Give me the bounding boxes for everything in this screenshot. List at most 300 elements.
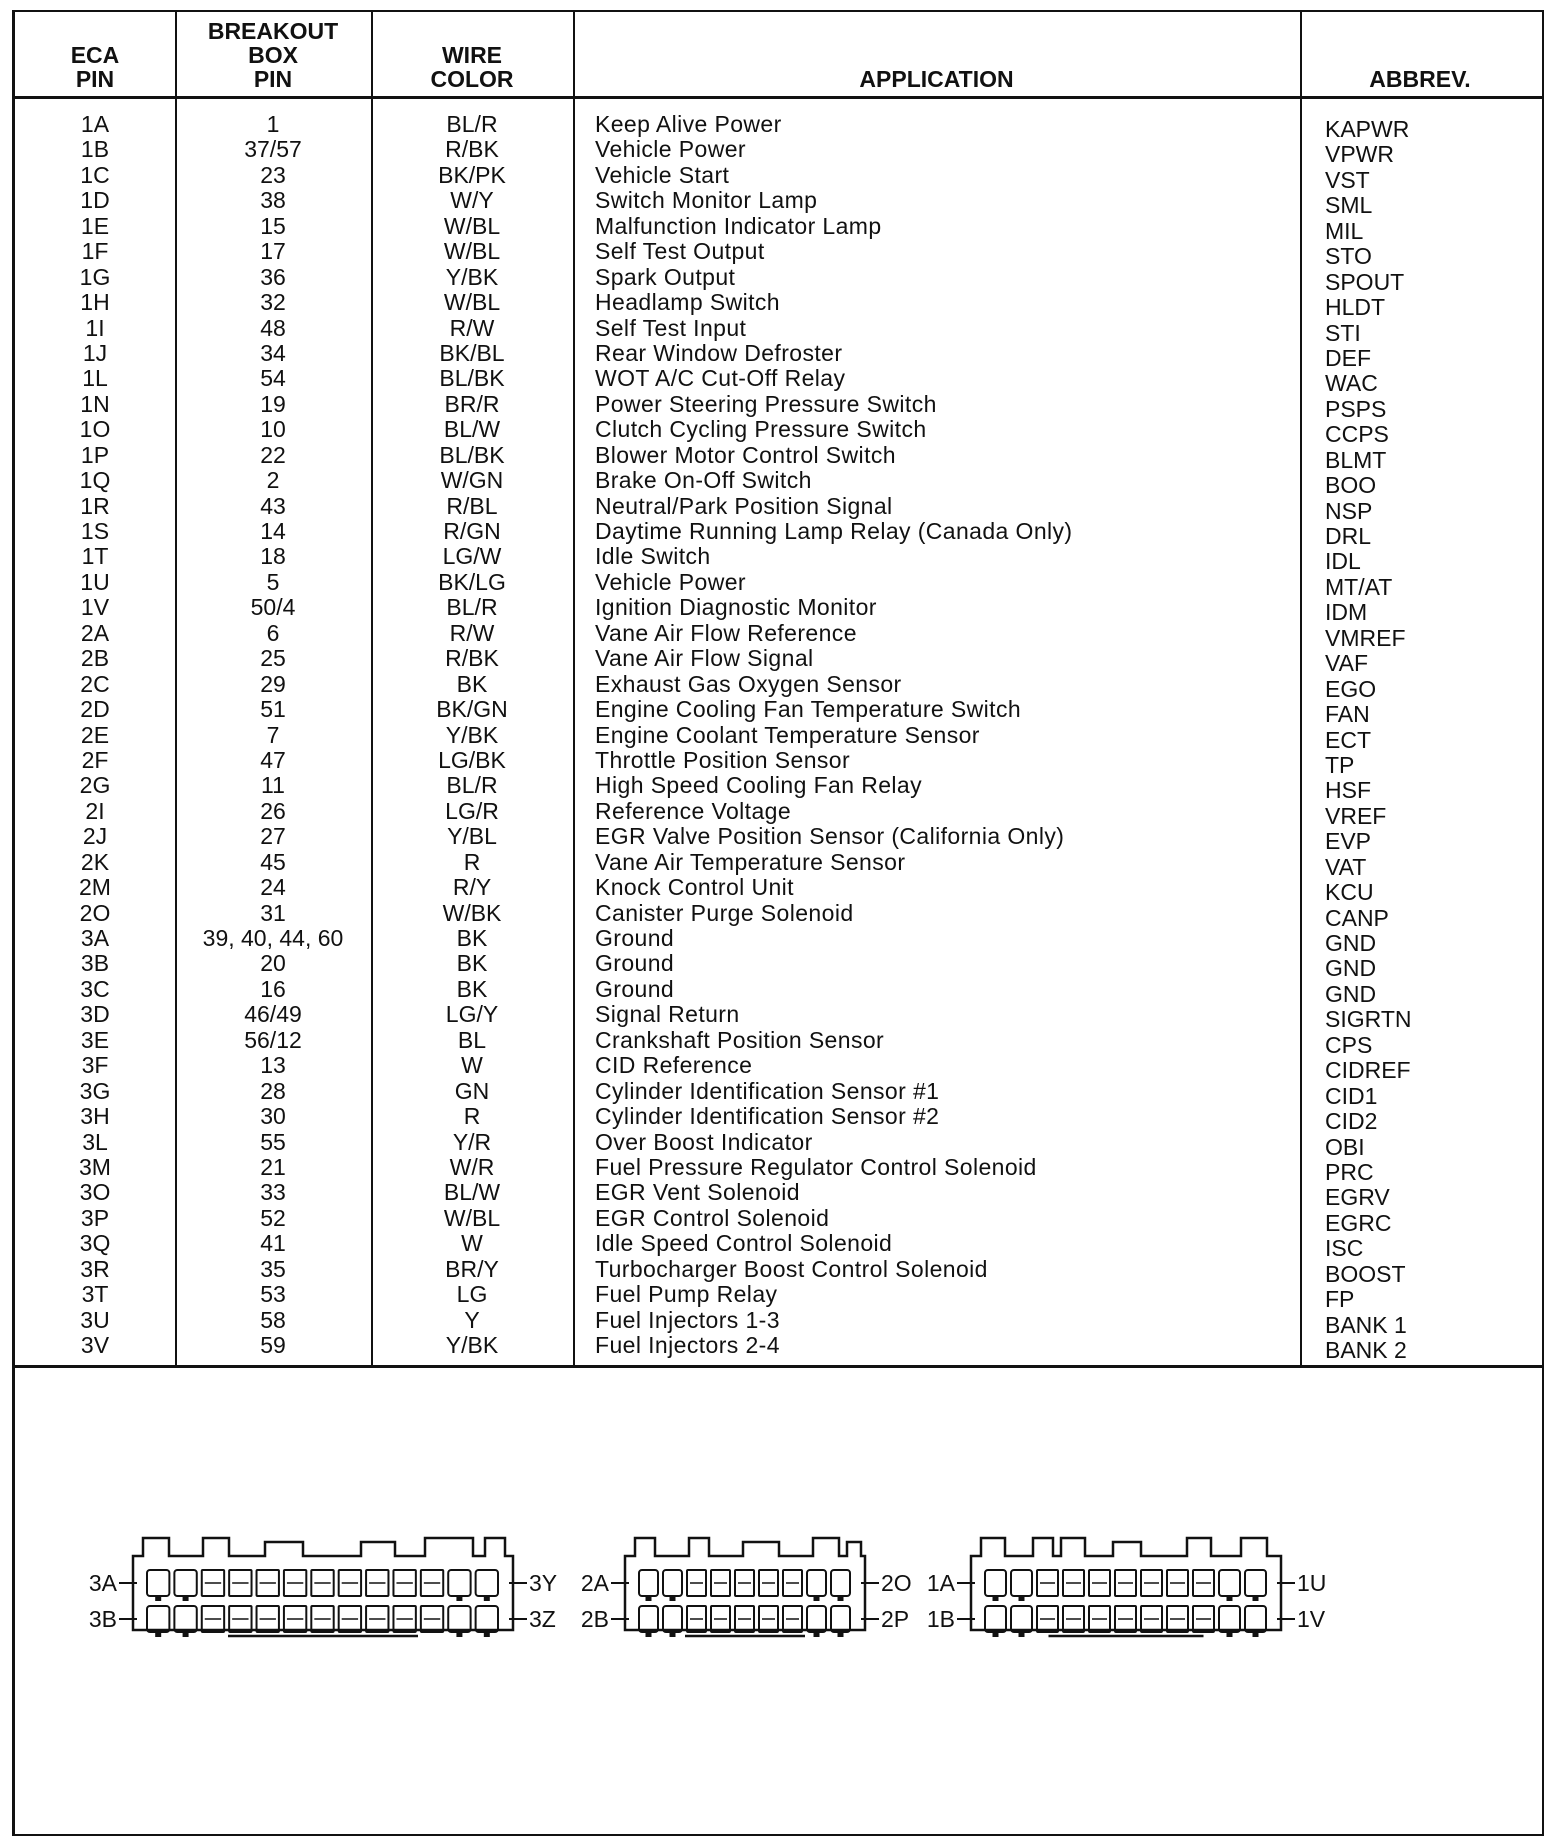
c2-label-bottom-left: 2B [580,1606,609,1632]
eca-pin-cell: 1R [80,492,110,519]
wire-color-cell: R/W [449,314,495,341]
header-eca-pin [15,12,175,96]
wire-color-cell: R/BK [445,136,499,163]
c2-pin [639,1570,658,1596]
table-row [15,416,1542,448]
wire-color-cell: LG/R [445,797,499,824]
c3-label-bottom-right: 3Z [529,1606,556,1632]
application-cell: Headlamp Switch [595,289,780,316]
eca-pin-cell: 3D [80,1001,110,1028]
abbrev-cell: VST [1325,166,1370,193]
eca-pin-cell: 1A [80,111,110,137]
table-row [15,1077,1542,1109]
abbrev-cell: PRC [1325,1158,1374,1185]
application-cell: Reference Voltage [595,797,792,824]
application-cell: Vehicle Power [595,136,746,163]
header-abbrev [1300,12,1540,96]
c2-pin-stem [646,1596,652,1601]
table-row [15,874,1542,906]
c2-pin [807,1606,826,1632]
application-cell: Keep Alive Power [595,111,782,137]
c1-pin [1011,1606,1032,1632]
abbrev-cell: MIL [1325,217,1364,244]
table-row [15,390,1542,422]
table-row [15,136,1542,168]
eca-pin-cell: 2D [80,696,110,723]
application-cell: Cylinder Identification Sensor #1 [595,1077,940,1104]
c1-pin [1245,1570,1266,1596]
wire-color-cell: W/BL [443,289,501,316]
abbrev-cell: BANK 2 [1325,1337,1407,1363]
abbrev-cell: MT/AT [1325,573,1393,600]
eca-pin-cell: 3V [80,1332,110,1358]
application-cell: Canister Purge Solenoid [595,899,854,926]
application-cell: Clutch Cycling Pressure Switch [595,416,927,443]
table-row [15,619,1542,651]
connector-diagram [15,1368,1542,1834]
c1-pin [985,1606,1006,1632]
breakout-pin-cell: 15 [260,212,286,239]
c1-pin-stem [1253,1632,1259,1637]
c2-housing [625,1538,865,1630]
breakout-pin-cell: 5 [266,568,280,595]
breakout-pin-cell: 54 [260,365,286,392]
table-body [15,111,1542,1363]
application-cell: Fuel Pump Relay [595,1281,778,1308]
table-row [15,772,1542,804]
abbrev-cell: ISC [1325,1235,1364,1262]
abbrev-cell: CIDREF [1325,1057,1411,1084]
abbrev-cell: ECT [1325,726,1371,753]
breakout-pin-cell: 10 [260,416,286,443]
breakout-pin-cell: 34 [260,339,286,366]
c2-pin-stem [814,1596,820,1601]
application-cell: Vehicle Start [595,161,730,188]
c3-pin [448,1570,470,1596]
breakout-pin-cell: 20 [260,950,286,977]
c1-pin-stem [1019,1596,1025,1601]
abbrev-cell: VMREF [1325,624,1406,651]
breakout-pin-cell: 25 [260,645,286,672]
eca-pin-cell: 1S [80,518,110,544]
c1-pin [1219,1606,1240,1632]
header-rule [15,96,1542,99]
c2-pin-stem [838,1596,844,1601]
c2-pin-stem [838,1632,844,1637]
eca-pin-cell: 2C [80,670,110,697]
application-cell: Brake On-Off Switch [595,467,812,494]
eca-pin-cell: 1V [80,594,110,621]
application-cell: Fuel Injectors 2-4 [595,1332,780,1358]
table-row [15,1255,1542,1287]
table-row [15,161,1542,193]
application-cell: Rear Window Defroster [595,339,843,366]
wire-color-cell: Y/BK [445,721,499,748]
header-text: COLOR [430,66,514,92]
wire-color-cell: BR/R [444,390,500,417]
c3-pin-stem [155,1632,161,1637]
breakout-pin-cell: 46/49 [244,1001,302,1028]
breakout-pin-cell: 51 [260,696,286,723]
breakout-pin-cell: 16 [260,975,286,1002]
wire-color-cell: BK/BL [439,339,505,366]
eca-pin-cell: 3L [82,1128,108,1155]
abbrev-cell: SPOUT [1325,268,1405,295]
abbrev-cell: EGRV [1325,1184,1390,1211]
c3-pin-stem [484,1632,490,1637]
wire-color-cell: LG/Y [445,1001,499,1028]
eca-pin-cell: 3U [80,1306,110,1333]
abbrev-cell: HSF [1325,777,1371,804]
abbrev-cell: BOO [1325,472,1377,499]
application-cell: Engine Cooling Fan Temperature Switch [595,696,1022,723]
breakout-pin-cell: 28 [260,1077,286,1104]
c3-pin [147,1606,169,1632]
breakout-pin-cell: 2 [266,467,280,494]
abbrev-cell: IDL [1325,548,1361,575]
wire-color-cell: R/BL [446,492,498,519]
eca-pin-cell: 1E [80,212,110,239]
breakout-pin-cell: 50/4 [250,594,296,621]
eca-pin-cell: 1O [79,416,111,443]
application-cell: Fuel Pressure Regulator Control Solenoid [595,1153,1037,1180]
c1-housing [971,1538,1281,1630]
eca-pin-cell: 1F [81,238,109,265]
table-row [15,1204,1542,1236]
eca-pin-cell: 2K [80,848,110,875]
table-row [15,1153,1542,1185]
abbrev-cell: BANK 1 [1325,1311,1407,1338]
abbrev-cell: VPWR [1325,141,1394,168]
wire-color-cell: BK [456,670,488,697]
eca-pin-cell: 3H [80,1103,110,1130]
wire-color-cell: W/BL [443,1204,501,1231]
breakout-pin-cell: 45 [260,848,286,875]
wire-color-cell: R [463,848,481,875]
wire-color-cell: BL [457,1026,487,1053]
eca-pin-cell: 1B [80,136,110,163]
breakout-pin-cell: 19 [260,390,286,417]
c1-label-bottom-right: 1V [1297,1606,1326,1632]
c1-pin-stem [1019,1632,1025,1637]
eca-pin-cell: 2F [81,746,109,773]
eca-pin-cell: 1J [82,339,108,366]
eca-pin-cell: 1Q [79,467,111,494]
breakout-pin-cell: 30 [260,1103,286,1130]
application-cell: High Speed Cooling Fan Relay [595,772,923,799]
breakout-pin-cell: 7 [266,721,280,748]
breakout-pin-cell: 59 [260,1332,286,1358]
breakout-pin-cell: 53 [260,1281,286,1308]
eca-pin-cell: 2J [82,823,108,850]
wire-color-cell: R/BK [445,645,499,672]
wire-color-cell: Y/R [452,1128,492,1155]
application-cell: Ground [595,925,675,951]
c1-pin-stem [1253,1596,1259,1601]
abbrev-cell: TP [1325,751,1355,778]
c3-label-bottom-left: 3B [88,1606,117,1632]
c2-pin [831,1606,850,1632]
application-cell: EGR Valve Position Sensor (California Only) [595,823,1065,850]
eca-pin-cell: 3G [79,1077,111,1104]
abbrev-cell: NSP [1325,497,1373,524]
wire-color-cell: W/GN [440,467,504,494]
application-cell: Power Steering Pressure Switch [595,390,937,417]
application-cell: Idle Switch [595,543,711,570]
pinout-table [15,12,1542,1368]
breakout-pin-cell: 47 [260,746,286,773]
abbrev-cell: GND [1325,980,1377,1007]
c3-pin [174,1606,196,1632]
table-row [15,238,1542,270]
c2-pin [663,1570,682,1596]
c1-pin [1245,1606,1266,1632]
connector-drawing [15,1368,1543,1834]
application-cell: Signal Return [595,1001,740,1028]
abbrev-cell: OBI [1325,1133,1365,1160]
eca-pin-cell: 2O [79,899,111,926]
abbrev-cell: BLMT [1325,446,1387,473]
table-row [15,365,1542,397]
table-row [15,568,1542,600]
application-cell: WOT A/C Cut-Off Relay [595,365,846,392]
application-cell: Self Test Output [595,238,765,265]
table-row [15,1103,1542,1135]
eca-pin-cell: 2A [80,619,110,646]
breakout-pin-cell: 18 [260,543,286,570]
eca-pin-cell: 2B [80,645,110,672]
breakout-pin-cell: 36 [260,263,286,290]
c2-label-bottom-right: 2P [881,1606,910,1632]
c3-pin [476,1570,498,1596]
c1-label-bottom-left: 1B [926,1606,955,1632]
breakout-pin-cell: 32 [260,289,286,316]
table-row [15,1281,1542,1313]
application-cell: EGR Vent Solenoid [595,1179,800,1206]
c1-label-top-left: 1A [926,1570,955,1596]
c3-pin-stem [183,1596,189,1601]
wire-color-cell: W [461,1052,483,1079]
table-row [15,187,1542,219]
application-cell: Malfunction Indicator Lamp [595,212,882,239]
wire-color-cell: BL/BK [439,441,505,468]
application-cell: Self Test Input [595,314,747,341]
abbrev-cell: STI [1325,319,1361,346]
breakout-pin-cell: 37/57 [244,136,302,163]
breakout-pin-cell: 24 [260,874,286,901]
abbrev-cell: CID2 [1325,1108,1378,1135]
application-cell: Vehicle Power [595,568,746,595]
c3-pin [448,1606,470,1632]
abbrev-cell: HLDT [1325,294,1386,321]
application-cell: Idle Speed Control Solenoid [595,1230,893,1257]
table-row [15,314,1542,346]
abbrev-cell: EVP [1325,828,1372,855]
wire-color-cell: R/GN [443,518,501,544]
breakout-pin-cell: 11 [261,772,285,799]
table-row [15,111,1542,142]
breakout-pin-cell: 26 [260,797,286,824]
c3-pin [476,1606,498,1632]
wire-color-cell: GN [454,1077,490,1104]
wire-color-cell: W/BL [443,238,501,265]
eca-pin-cell: 2G [79,772,111,799]
c2-pin [831,1570,850,1596]
eca-pin-cell: 1L [82,365,108,392]
breakout-pin-cell: 29 [260,670,286,697]
table-row [15,721,1542,753]
abbrev-cell: GND [1325,930,1377,956]
c3-pin-stem [183,1632,189,1637]
application-cell: Over Boost Indicator [595,1128,813,1155]
abbrev-cell: CCPS [1325,421,1389,448]
c2-pin-stem [670,1596,676,1601]
abbrev-cell: CID1 [1325,1082,1378,1109]
eca-pin-cell: 3Q [79,1230,111,1257]
c1-pin-stem [1227,1632,1233,1637]
c2-pin-stem [670,1632,676,1637]
wire-color-cell: BK/PK [438,161,506,188]
breakout-pin-cell: 1 [266,111,280,137]
header-text: APPLICATION [859,66,1014,92]
abbrev-cell: IDM [1325,599,1368,626]
wire-color-cell: W/BK [442,899,502,926]
wire-color-cell: LG [456,1281,488,1308]
application-cell: Crankshaft Position Sensor [595,1026,885,1053]
eca-pin-cell: 1G [79,263,111,290]
header-text: ABBREV. [1369,66,1471,92]
breakout-pin-cell: 56/12 [244,1026,302,1053]
eca-pin-cell: 3C [80,975,110,1002]
table-row [15,975,1542,1007]
breakout-pin-cell: 43 [260,492,286,519]
c3-pin-stem [456,1632,462,1637]
c3-pin [174,1570,196,1596]
table-row [15,925,1542,956]
abbrev-cell: DEF [1325,344,1371,371]
header-text: PIN [253,66,293,92]
table-row [15,950,1542,982]
abbrev-cell: GND [1325,955,1377,982]
header-text: BREAKOUT [207,18,339,44]
application-cell: Neutral/Park Position Signal [595,492,893,519]
wire-color-cell: W/R [449,1153,495,1180]
table-row [15,746,1542,778]
eca-pin-cell: 3B [80,950,110,977]
wire-color-cell: BL/R [446,772,498,799]
application-cell: Ground [595,975,675,1002]
abbrev-cell: DRL [1325,523,1372,549]
breakout-pin-cell: 33 [260,1179,286,1206]
wire-color-cell: BL/W [443,416,501,443]
c1-pin-stem [993,1632,999,1637]
wire-color-cell: Y/BL [447,823,497,850]
eca-pin-cell: 3A [80,925,110,951]
table-row [15,1332,1542,1363]
application-cell: Daytime Running Lamp Relay (Canada Only) [595,518,1073,544]
eca-pin-cell: 2M [79,874,111,901]
abbrev-cell: CPS [1325,1031,1373,1058]
eca-pin-cell: 3E [80,1026,110,1053]
table-row [15,1128,1542,1160]
application-cell: Throttle Position Sensor [595,746,851,773]
wire-color-cell: W/BL [443,212,501,239]
breakout-pin-cell: 48 [260,314,286,341]
c1-pin [1011,1570,1032,1596]
wire-color-cell: R/Y [452,874,492,901]
c2-pin-stem [814,1632,820,1637]
abbrev-cell: VREF [1325,802,1387,829]
c1-pin-stem [993,1596,999,1601]
breakout-pin-cell: 55 [260,1128,286,1155]
table-row [15,696,1542,728]
c1-pin-stem [1227,1596,1233,1601]
application-cell: Cylinder Identification Sensor #2 [595,1103,940,1130]
c1-pin [985,1570,1006,1596]
application-cell: Blower Motor Control Switch [595,441,896,468]
application-cell: Engine Coolant Temperature Sensor [595,721,980,748]
breakout-pin-cell: 38 [260,187,286,214]
breakout-pin-cell: 35 [260,1255,286,1282]
header-text: WIRE [441,42,503,68]
wire-color-cell: Y/BK [445,1332,499,1358]
eca-pin-cell: 3O [79,1179,111,1206]
wire-color-cell: BL/BK [439,365,505,392]
application-cell: EGR Control Solenoid [595,1204,830,1231]
c3-pin-stem [484,1596,490,1601]
application-cell: Spark Output [595,263,736,290]
application-cell: Switch Monitor Lamp [595,187,818,214]
abbrev-cell: FAN [1325,701,1370,728]
abbrev-cell: SIGRTN [1325,1006,1412,1033]
breakout-pin-cell: 27 [260,823,286,850]
header-wire-color [371,12,573,96]
breakout-pin-cell: 21 [260,1153,286,1180]
breakout-pin-cell: 52 [260,1204,286,1231]
wire-color-cell: BR/Y [445,1255,499,1282]
c2-label-top-right: 2O [881,1570,912,1596]
breakout-pin-cell: 22 [260,441,286,468]
application-cell: Exhaust Gas Oxygen Sensor [595,670,902,697]
abbrev-cell: VAF [1325,650,1369,677]
wire-color-cell: Y [464,1306,480,1333]
abbrev-cell: FP [1325,1286,1355,1313]
header-text: BOX [248,42,298,68]
breakout-pin-cell: 31 [260,899,286,926]
wire-color-cell: BK [456,925,488,951]
abbrev-cell: EGO [1325,675,1377,702]
c1-label-top-right: 1U [1297,1570,1327,1596]
abbrev-cell: WAC [1325,370,1378,397]
c2-pin [807,1570,826,1596]
breakout-pin-cell: 17 [260,238,286,265]
application-cell: Vane Air Flow Signal [595,645,814,672]
breakout-pin-cell: 23 [260,161,286,188]
table-row [15,899,1542,931]
c3-label-top-left: 3A [88,1570,117,1596]
application-cell: Ground [595,950,675,977]
c1-pin [1219,1570,1240,1596]
wire-color-cell: BK [456,950,488,977]
table-row [15,543,1542,575]
header-application [573,12,1300,96]
table-row [15,1306,1542,1338]
breakout-pin-cell: 13 [260,1052,286,1079]
breakout-pin-cell: 39, 40, 44, 60 [202,925,344,951]
table-row [15,467,1542,499]
wire-color-cell: BK/LG [438,568,506,595]
eca-pin-cell: 1T [81,543,109,570]
